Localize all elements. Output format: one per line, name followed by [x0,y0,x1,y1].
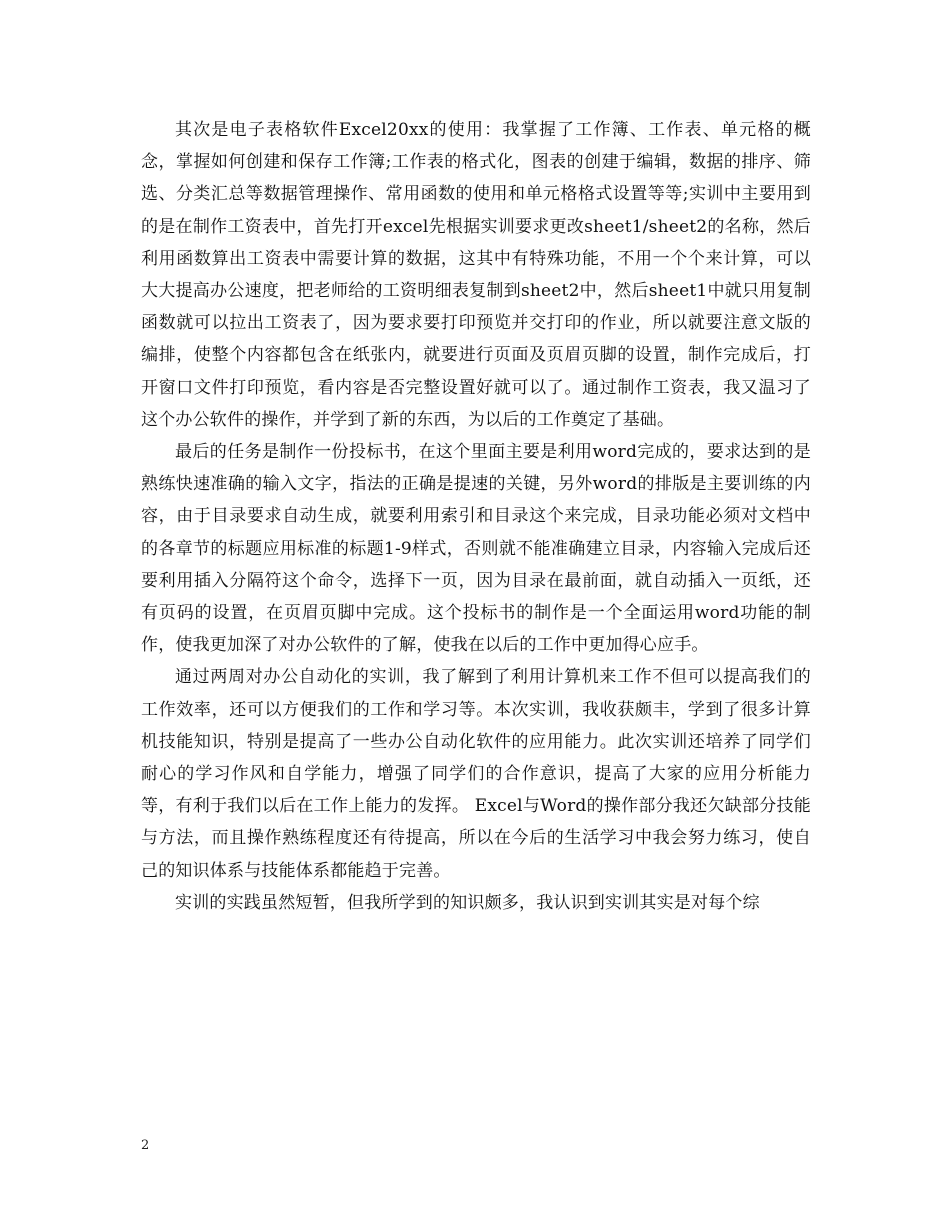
paragraph-training-summary: 通过两周对办公自动化的实训，我了解到了利用计算机来工作不但可以提高我们的工作效率，还可以方便我们的工作和学习等。本次实训，我收获颇丰，学到了很多计算机技能知识，特别是提高了一些办公自动化软件的应用能力。此次实训还培养了同学们耐心的学习作风和自学能力，增强了同学们的合作意识，提高了大家的应用分析能力等，有利于我们以后在工作上能力的发挥。 Excel与Word的操作部分我还欠缺部分技能与方法，而且操作熟练程度还有待提高，所以在今后的生活学习中我会努力练习，使自己的知识体系与技能体系都能趋于完善。 [141,667,811,881]
paragraph-practice-reflection: 实训的实践虽然短暂，但我所学到的知识颇多，我认识到实训其实是对每个综 [175,892,760,913]
document-body [141,114,811,919]
page-number: 2 [141,1138,150,1153]
paragraph-excel-usage: 其次是电子表格软件Excel20xx的使用：我掌握了工作簿、工作表、单元格的概念，掌握如何创建和保存工作簿;工作表的格式化，图表的创建于编辑，数据的排序、筛选、分类汇总等数据管理操作、常用函数的使用和单元格格式设置等等;实训中主要用到的是在制作工资表中，首先打开excel先根据实训要求更改sheet1/sheet2的名称，然后利用函数算出工资表中需要计算的数据，这其中有特殊功能，不用一个个来计算，可以大大提高办公速度，把老师给的工资明细表复制到sheet2中，然后sheet1中就只用复制函数就可以拉出工资表了，因为要求要打印预览并交打印的作业，所以就要注意文版的编排，使整个内容都包含在纸张内，就要进行页面及页眉页脚的设置，制作完成后，打开窗口文件打印预览，看内容是否完整设置好就可以了。通过制作工资表，我又温习了这个办公软件的操作，并学到了新的东西，为以后的工作奠定了基础。 [141,120,811,430]
paragraph-bid-document: 最后的任务是制作一份投标书，在这个里面主要是利用word完成的，要求达到的是熟练快速准确的输入文字，指法的正确是提速的关键，另外word的排版是主要训练的内容，由于目录要求自动生成，就要利用索引和目录这个来完成，目录功能必须对文档中的各章节的标题应用标准的标题1-9样式，否则就不能准确建立目录，内容输入完成后还要利用插入分隔符这个命令，选择下一页，因为目录在最前面，就自动插入一页纸，还有页码的设置，在页眉页脚中完成。这个投标书的制作是一个全面运用word功能的制作，使我更加深了对办公软件的了解，使我在以后的工作中更加得心应手。 [141,442,811,656]
